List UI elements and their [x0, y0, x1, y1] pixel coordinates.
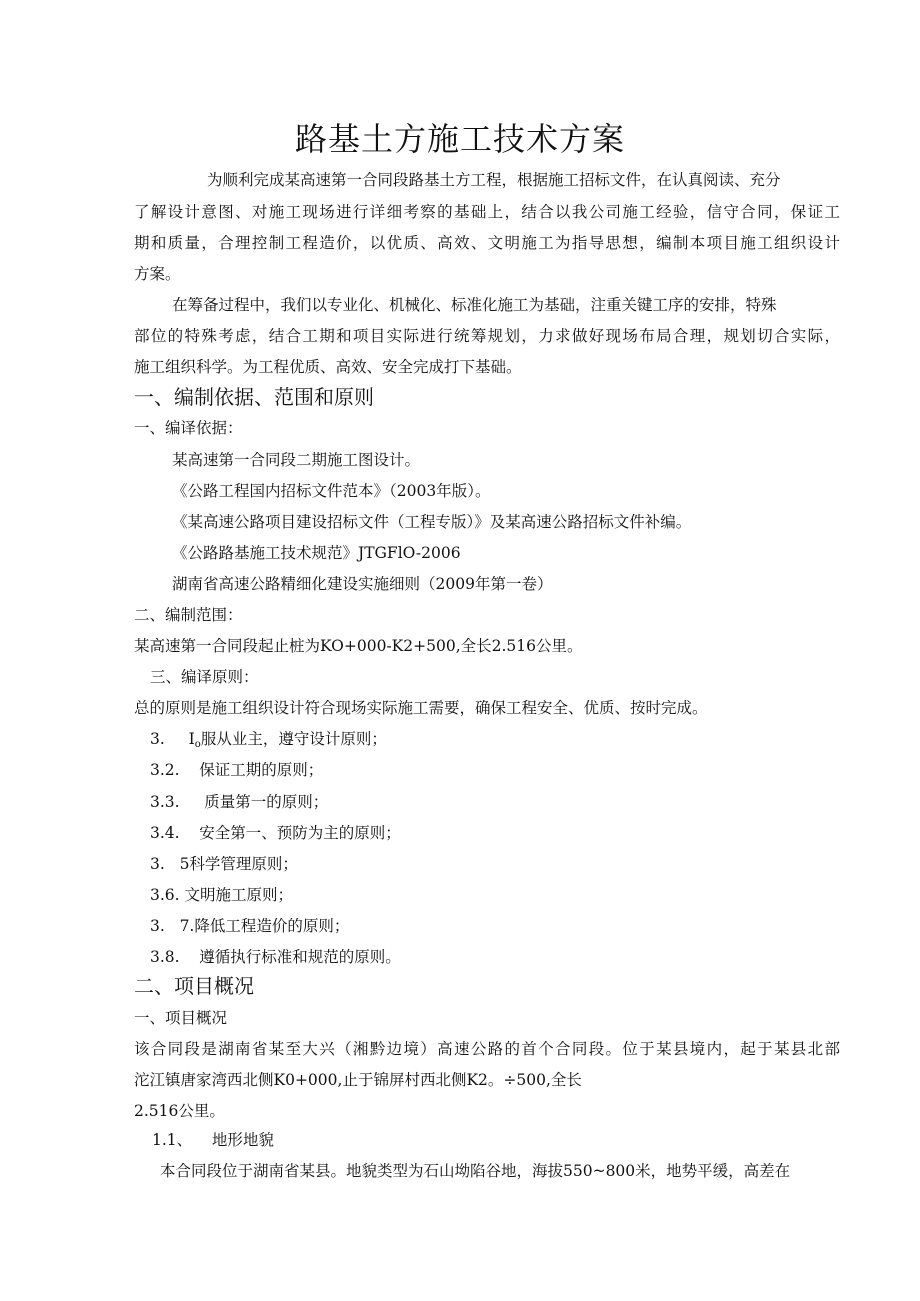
prep-line-2: 部位的特殊考虑，结合工期和项目实际进行统筹规划，力求做好现场布局合理，规划切合实际，	[134, 327, 840, 345]
overview-line-2: 沱江镇唐家湾西北侧K0+000,止于锦屏村西北侧K2。÷500,全长	[134, 1071, 582, 1089]
principle-item-4: 3.4. 安全第一、预防为主的原则；	[150, 824, 401, 842]
document-title: 路基土方施工技术方案	[294, 120, 625, 158]
basis-item-3: 《某高速公路项目建设招标文件（工程专版）》及某高速公路招标文件补编。	[172, 513, 692, 531]
principle-item-3: 3.3. 质量第一的原则；	[150, 793, 329, 811]
basis-item-2: 《公路工程国内招标文件范本》（2003年版）。	[172, 482, 491, 500]
intro-line-2: 了解设计意图、对施工现场进行详细考察的基础上，结合以我公司施工经验，信守合同，保证工	[134, 203, 840, 221]
principle-item-2: 3.2. 保证工期的原则；	[150, 761, 324, 779]
principle-1-text: 服从业主，遵守设计原则；	[200, 730, 387, 748]
principles-text: 总的原则是施工组织设计符合现场实际施工需要，确保工程安全、优质、按时完成。	[134, 699, 708, 717]
terrain-heading: 1.1、 地形地貌	[152, 1131, 274, 1149]
basis-item-5: 湖南省高速公路精细化建设实施细则（2009年第一卷）	[172, 575, 553, 593]
principle-item-7: 3. 7.降低工程造价的原则；	[150, 917, 350, 935]
scope-text: 某高速第一合同段起止桩为KO+000-K2+500,全长2.516公里。	[134, 637, 583, 655]
principle-item-8: 3.8. 遵循执行标准和规范的原则。	[150, 948, 401, 966]
overview-line-3: 2.516公里。	[134, 1102, 225, 1120]
prep-line-1: 在筹备过程中，我们以专业化、机械化、标准化施工为基础，注重关键工序的安排，特殊	[172, 296, 777, 314]
section2-heading: 二、项目概况	[134, 974, 254, 998]
overview-line-1: 该合同段是湖南省某至大兴（湘黔边境）高速公路的首个合同段。位于某县境内，起于某县北部	[134, 1040, 840, 1058]
overview-heading: 一、项目概况	[134, 1009, 228, 1027]
principle-item-1	[150, 729, 387, 755]
intro-line-1: 为顺利完成某高速第一合同段路基土方工程，根据施工招标文件，在认真阅读、充分	[207, 171, 781, 189]
section1-heading: 一、编制依据、范围和原则	[134, 385, 374, 409]
principle-item-6: 3.6. 文明施工原则；	[150, 886, 294, 904]
prep-line-3: 施工组织科学。为工程优质、高效、安全完成打下基础。	[134, 358, 522, 376]
principle-1-subscript: o	[194, 739, 201, 750]
principle-item-5: 3. 5科学管理原则；	[150, 855, 298, 873]
principle-1-number: 3.	[150, 730, 165, 748]
basis-item-1: 某高速第一合同段二期施工图设计。	[172, 451, 421, 469]
principles-heading: 三、编译原则：	[150, 668, 259, 686]
principle-1-letter: I	[188, 730, 195, 748]
intro-line-4: 方案。	[134, 265, 181, 283]
terrain-text: 本合同段位于湖南省某县。地貌类型为石山坳陷谷地，海拔550~800米，地势平缓，高差在	[160, 1162, 791, 1180]
basis-heading: 一、编译依据：	[134, 419, 243, 437]
basis-item-4: 《公路路基施工技术规范》JTGFlO-2006	[172, 544, 461, 562]
intro-line-3: 期和质量，合理控制工程造价，以优质、高效、文明施工为指导思想，编制本项目施工组织设计	[134, 234, 840, 252]
scope-heading: 二、编制范围：	[134, 606, 243, 624]
